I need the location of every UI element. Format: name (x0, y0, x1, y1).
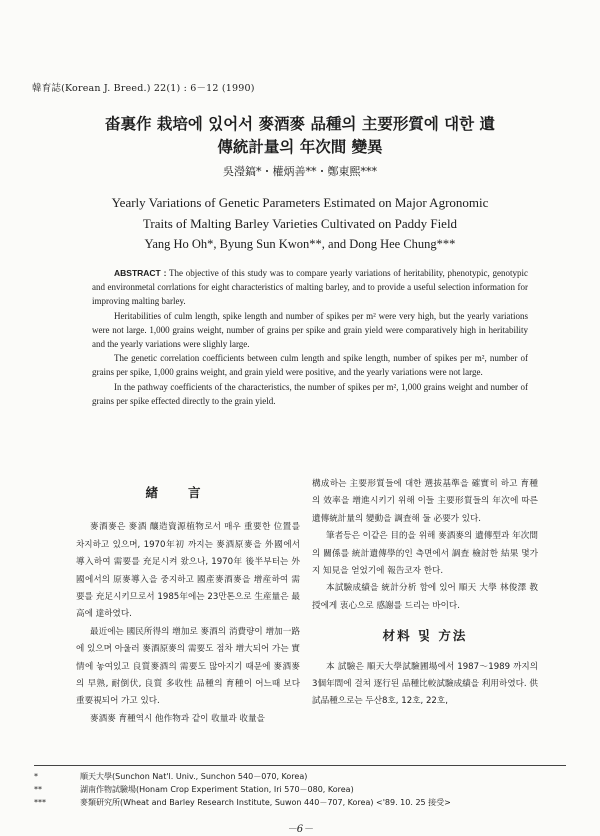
footnote-mark-1: * (34, 772, 38, 781)
abstract-paragraph-3: The genetic correlation coefficients between culm length and spike length, number of spikes per m², number of grains per spike, 1,000 grains weight, and grain yield were positive, and the yearly variations were not large. (92, 353, 528, 378)
english-title-line-1: Yearly Variations of Genetic Parameters Estimated on Major Agronomic (111, 195, 489, 210)
journal-citation: 韓育誌(Korean J. Breed.) 22(1) : 6－12 (1990) (32, 83, 255, 94)
footnote-text-3: 麥類研究所(Wheat and Barley Research Institute, Suwon 440－707, Korea) <'89. 10. 25 接受> (80, 798, 451, 807)
footnote-divider (34, 765, 566, 766)
intro-paragraph-2: 最近에는 國民所得의 增加로 麥酒의 消費량이 增加一路에 있으며 아울러 麥酒原麥의 需要도 점차 增大되어 가는 實情에 놓여있고 良質麥酒의 需要도 많아지기 때문에 麥酒麥의 早熟, 耐倒伏, 良質 多收性 品種의 育種이 어느때 보다 重要視되어 가고 있다. (76, 626, 300, 707)
abstract-paragraph-2: Heritabilities of culm length, spike length and number of spikes per m² were very high, but the yearly variations were not large. 1,000 grains weight, number of grains per spike and grain yield were comparatively high in heritability and the yearly variations were slighly large. (92, 310, 528, 350)
methods-paragraph-1: 本 試驗은 順天大學試驗圃場에서 1987～1989 까지의 3個年間에 걸쳐 逐行된 品種比較試驗成績을 利用하였다. 供試品種으로는 두산8호, 12호, 22호, (312, 661, 538, 707)
intro-paragraph-3: 麥酒麥 育種역시 他作物과 같이 收量과 收量을 (90, 713, 265, 724)
right-column (312, 476, 538, 711)
footnote-text-1: 順天大學(Sunchon Nat'l. Univ., Sunchon 540－070, Korea) (80, 772, 308, 781)
abstract-paragraph-4: In the pathway coefficients of the characteristics, the number of spikes per m², 1,000 grains weight and number of grains per spike effected directly to the grain yield. (92, 381, 528, 406)
footnote-2 (34, 783, 354, 796)
section-heading-introduction: 緖言 (145, 485, 231, 500)
korean-title-line-1: 畓裏作 栽培에 있어서 麥酒麥 品種의 主要形質에 대한 遺 (104, 114, 496, 133)
page-number: －6－ (286, 824, 314, 835)
intro-paragraph-5: 筆者등은 이같은 目的을 위해 麥酒麥의 遺傳型과 年次間의 關係를 統計遺傳學的인 측면에서 調査 檢討한 結果 몇가지 知見을 얻었기에 報告코자 한다. (312, 531, 538, 577)
footnote-mark-2: ** (34, 785, 42, 794)
abstract-label: ABSTRACT : (114, 268, 167, 278)
footnote-3 (34, 796, 451, 809)
abstract-text-1: The objective of this study was to compare yearly variations of heritability, phenotypic, genotypic and environmetal corrlations for eight characteristics of malting barley, and to provide a useful selection information for improving malting barley. (92, 268, 528, 307)
left-column (76, 470, 300, 728)
korean-title-line-2: 傳統計量의 年次間 變異 (217, 137, 383, 156)
abstract-paragraph-1 (92, 266, 528, 309)
korean-authors: 吳瀅鎬*・權炳善**・鄭東熙*** (223, 165, 377, 178)
footnote-1 (34, 770, 307, 783)
korean-title (40, 112, 560, 158)
section-heading-methods: 材料 및 方法 (382, 628, 468, 644)
footnote-mark-3: *** (34, 798, 46, 807)
footnote-text-2: 湖南作物試驗場(Honam Crop Experiment Station, Iri 570－080, Korea) (80, 785, 354, 794)
intro-paragraph-4: 構成하는 主要形質들에 대한 選拔基準을 確實히 하고 育種의 效率을 增進시키기 위해 이들 主要形質들의 年次에 따른 遺傳統計量의 變動을 調査해 둘 必要가 있다. (312, 479, 538, 524)
intro-paragraph-1: 麥酒麥은 麥酒 釀造資源植物로서 매우 重要한 位置를 차지하고 있으며, 1970年初 까지는 麥酒原麥을 外國에서 導入하여 需要를 充足시켜 왔으나, 1970年 後半부터는 外國에서의 原麥導入을 중지하고 國產麥酒麥을 增産하여 需要를 充足시키므로서 1985年에는 23만톤으로 生産量은 最高에 達하였다. (76, 522, 300, 620)
english-title-line-2: Traits of Malting Barley Varieties Cultivated on Paddy Field (142, 216, 458, 231)
acknowledgement-paragraph: 本試驗成績을 統計分析 함에 있어 順天 大學 林俊澤 教授에게 衷心으로 感謝를 드리는 바이다. (312, 583, 538, 611)
english-authors: Yang Ho Oh*, Byung Sun Kwon**, and Dong Hee Chung*** (144, 237, 456, 251)
english-title (40, 192, 560, 234)
abstract (92, 266, 528, 408)
